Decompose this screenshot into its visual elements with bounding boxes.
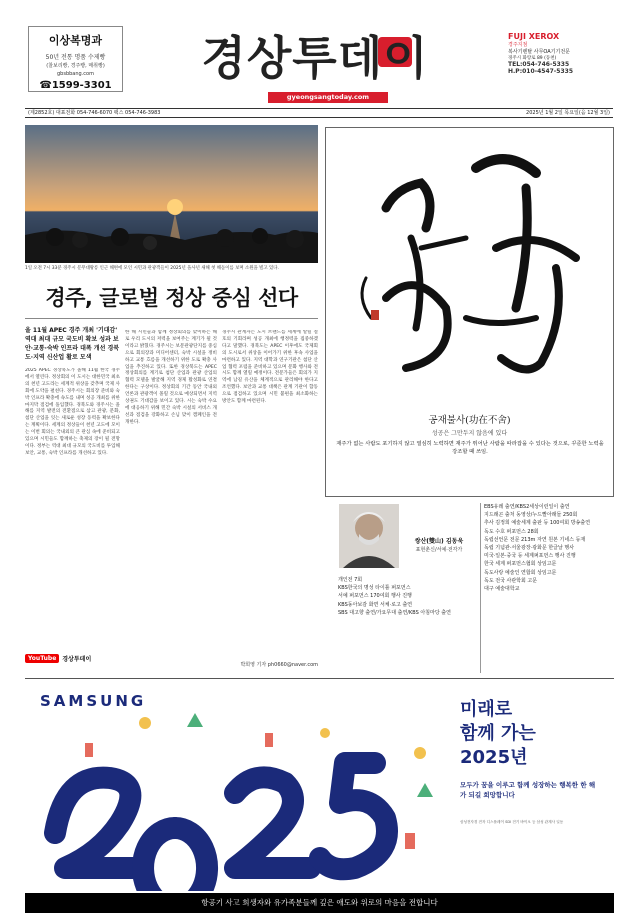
- headline-divider: [25, 318, 318, 319]
- calligraphy-subtitle: 성공은 그만두지 않음에 있다: [431, 430, 508, 437]
- issue-date: 2025년 1월 2일 목요일(음 12월 3일): [526, 110, 610, 116]
- career-item: 서예 퍼포먼스 170여회 행사 진행: [338, 593, 412, 600]
- career-item: 독립 기념관·서울광장·광화문 한글날 행사: [484, 545, 575, 552]
- calligraphy-title: 공재불사(功在不舍): [428, 415, 511, 426]
- career-item: KBS동아보감 화면 서체·로고 출연: [338, 601, 413, 608]
- article-byline: 박희영 기자 ph0660@naver.com: [240, 662, 318, 668]
- website-url[interactable]: gyeongsangtoday.com: [268, 92, 388, 103]
- career-item: EBS유레 출연/KBS2세상이런일이 출연: [484, 504, 570, 510]
- article-subheads: 올 11월 APEC 경주 개최 '기대감' 역대 최대 규모 국도비 확보 성과 보안·교통·숙박 인프라 대폭 개선 경북도·지역 신산업 활로 모색: [25, 327, 120, 361]
- ad-bakery-phone: ☎1599-3301: [39, 80, 112, 91]
- artist-role: 표현춘신/서예·전각가: [415, 547, 463, 553]
- career-item: 독립선언문 전문 213m 자연 원본 기네스 등재: [484, 536, 586, 543]
- ad-slogan: [460, 698, 580, 770]
- ad-divider: [25, 678, 614, 679]
- ad-fine-print: 삼성전자경 전자 디스플레이 SDI 전기 바이오 등 삼성 관계사 일동: [460, 820, 564, 824]
- sunrise-illustration: [25, 125, 318, 263]
- career-item: 독도 수호 퍼포먼스 28회: [484, 528, 539, 535]
- artist-portrait: [339, 504, 399, 568]
- photo-caption: 1일 오전 7시 33분 경주시 문무대왕릉 인근 해변에 모인 시민과 관광객들이 2025년 을사년 새해 첫 해돋이를 보며 소원을 빌고 있다.: [25, 266, 279, 271]
- artist-divider: [480, 503, 481, 673]
- career-item: 지드래곤 출처 동영상/누드빨아래들 250회: [484, 512, 578, 519]
- calligraphy-description: 재주가 없는 사람도 포기하지 않고 열심히 노력하면 재주가 뛰어난 사람을 따라잡을 수 있다는 것으로, 꾸준한 노력을 강조할 때 쓰임.: [336, 441, 604, 455]
- artist-photo: [339, 504, 399, 568]
- slogan-line: 미래로: [460, 699, 513, 720]
- youtube-promo[interactable]: [25, 652, 120, 665]
- artist-career-list-2: [484, 503, 614, 593]
- lead-headline[interactable]: 경주, 글로벌 정상 중심 선다: [45, 286, 298, 310]
- career-item: 독도사랑 예술인 연합회 상임고문: [484, 569, 557, 576]
- ad-xerox-dealer: 경주지점: [508, 42, 528, 48]
- ad-xerox-tel: TEL:054-746-5335: [508, 61, 570, 68]
- artist-name: 쌍산(雙山) 김동욱: [414, 538, 464, 545]
- left-advertisement: [28, 26, 123, 92]
- career-item: 추사 김정희 예술세계 출판 등 100여회 방송출연: [484, 520, 591, 527]
- career-item: 한국 세계 퍼포먼스협회 상임고문: [484, 561, 557, 568]
- dateline-bar: [25, 108, 613, 118]
- youtube-logo: YouTube: [25, 654, 59, 663]
- ad-xerox-brand: FUJI XEROX: [508, 32, 560, 41]
- right-advertisement: [508, 32, 618, 92]
- artist-career-list: [338, 576, 478, 617]
- newspaper-title: 경상투데이: [201, 31, 429, 85]
- career-item: 독도 전국 사관학회 고문: [484, 577, 538, 584]
- ad-xerox-line1: 복사기렌탈 사무OA기기전문: [508, 49, 570, 55]
- ad-xerox-line2: 경주시 화랑로 89 (동천): [508, 56, 557, 61]
- youtube-channel-name: 경상투데이: [62, 656, 92, 663]
- ad-message: 모두가 꿈을 이루고 함께 성장하는 행복한 한 해가 되길 희망합니다: [460, 781, 596, 799]
- condolence-banner: 항공기 사고 희생자와 유가족분들께 깊은 애도와 위로의 마음을 전합니다: [25, 893, 614, 913]
- career-item: 미국·일본·중국 등 세계퍼포먼스 행사 진행: [484, 553, 576, 560]
- article-column-3: 경주시 관계자는 도시 브랜드를 세계에 알릴 절호의 기회라며 성공 개최에 행정력을 집중하겠다고 말했다. 경북도는 APEC 이후에도 국제회의 도시로서 위상을 이어가기 위한 후속 사업을 마련하고 있다. 지역 대학과 연구기관은 첨단 산업 협력 포럼을 준비하고 있으며 문화 행사와 전시도 함께 열릴 예정이다. 전문가들은 회의가 지역에 남길 유산을 체계적으로 관리해야 한다고 조언했다. 보안과 교통 대책은 관계 기관이 합동으로 점검하고 있으며 시민 불편을 최소화하는 방안도 함께 마련된다.: [222, 330, 318, 405]
- article-column-1: 2025 APEC 경상북도가 올해 11월 한국 경주에서 열린다. 정상회의 이 도시는 대한민국 최초의 천년 고도라는 세계적 위상을 갖추며 국제 사회에 도약을 펼친다. 경주시는 회의장 준비와 숙박 인프라 확충에 속도를 내며 성공 개최를 위한 마지막 점검에 돌입했다. 경북도와 경주시는 올해를 지역 발전의 전환점으로 삼고 관광, 문화, 첨단 산업을 잇는 새로운 성장 동력을 확보한다는 계획이다. 세계의 정상들이 천년 고도에 모이는 이번 회의는 국내외의 큰 관심 속에 준비되고 있으며 시민들도 함께하는 축제의 장이 될 전망이다. 정부는 역대 최대 규모의 국도비를 투입해 보안, 교통, 숙박 인프라를 개선하고 있다.: [25, 368, 120, 456]
- sunrise-photo: [25, 125, 318, 263]
- calligraphy-artwork: [326, 128, 613, 408]
- issue-info: (제2852호) 대표전화 054-746-6070 팩스 054-746-3983: [28, 110, 161, 116]
- ad-bakery-line2: (찰보리빵, 경주빵, 매취빵): [46, 63, 105, 69]
- slogan-line: 2025년: [460, 747, 528, 768]
- ad-bakery-url: gbsbbang.com: [57, 71, 94, 77]
- article-column-2: 한 해 시민들과 함께 정상회의를 맞이하는 해로 우리 도시의 저력을 보여주는 계기가 될 것이라고 밝혔다. 경주시는 보문관광단지를 중심으로 회의장과 미디어센터, 숙박 시설을 정비하고 교통 흐름을 개선하기 위한 도로 확충 사업을 추진하고 있다. 또한 경상북도는 APEC 정상회의를 계기로 첨단 산업과 관광 산업의 협력 모델을 발굴해 지역 경제 활성화로 연결한다는 구상이다. 정상회의 기간 동안 국내외 언론과 관광객이 몰릴 것으로 예상되면서 지역 상권도 기대감을 보이고 있다. 시는 숙박 수요에 대응하기 위해 민간 숙박 시설의 서비스 개선과 점검을 강화하고 손님 맞이 캠페인을 전개한다.: [125, 330, 217, 425]
- samsung-logo: SAMSUNG: [40, 692, 147, 710]
- slogan-line: 함께 가는: [460, 723, 536, 744]
- career-item: KBS한국의 명성 타이틀 퍼포먼스: [338, 585, 411, 592]
- ad-bakery-line1: 50년 전통 명품 수제빵: [45, 54, 106, 61]
- ad-bakery-name: 이상복명과: [48, 34, 103, 47]
- ad-xerox-hp: H.P:010-4547-5335: [508, 68, 574, 75]
- career-item: 개인전 7회: [338, 577, 363, 583]
- career-item: 대구 예술대학교: [484, 586, 520, 593]
- career-item: SBS 대고향 출연/가요무대 출연/KBS 아침마당 출연: [338, 609, 451, 616]
